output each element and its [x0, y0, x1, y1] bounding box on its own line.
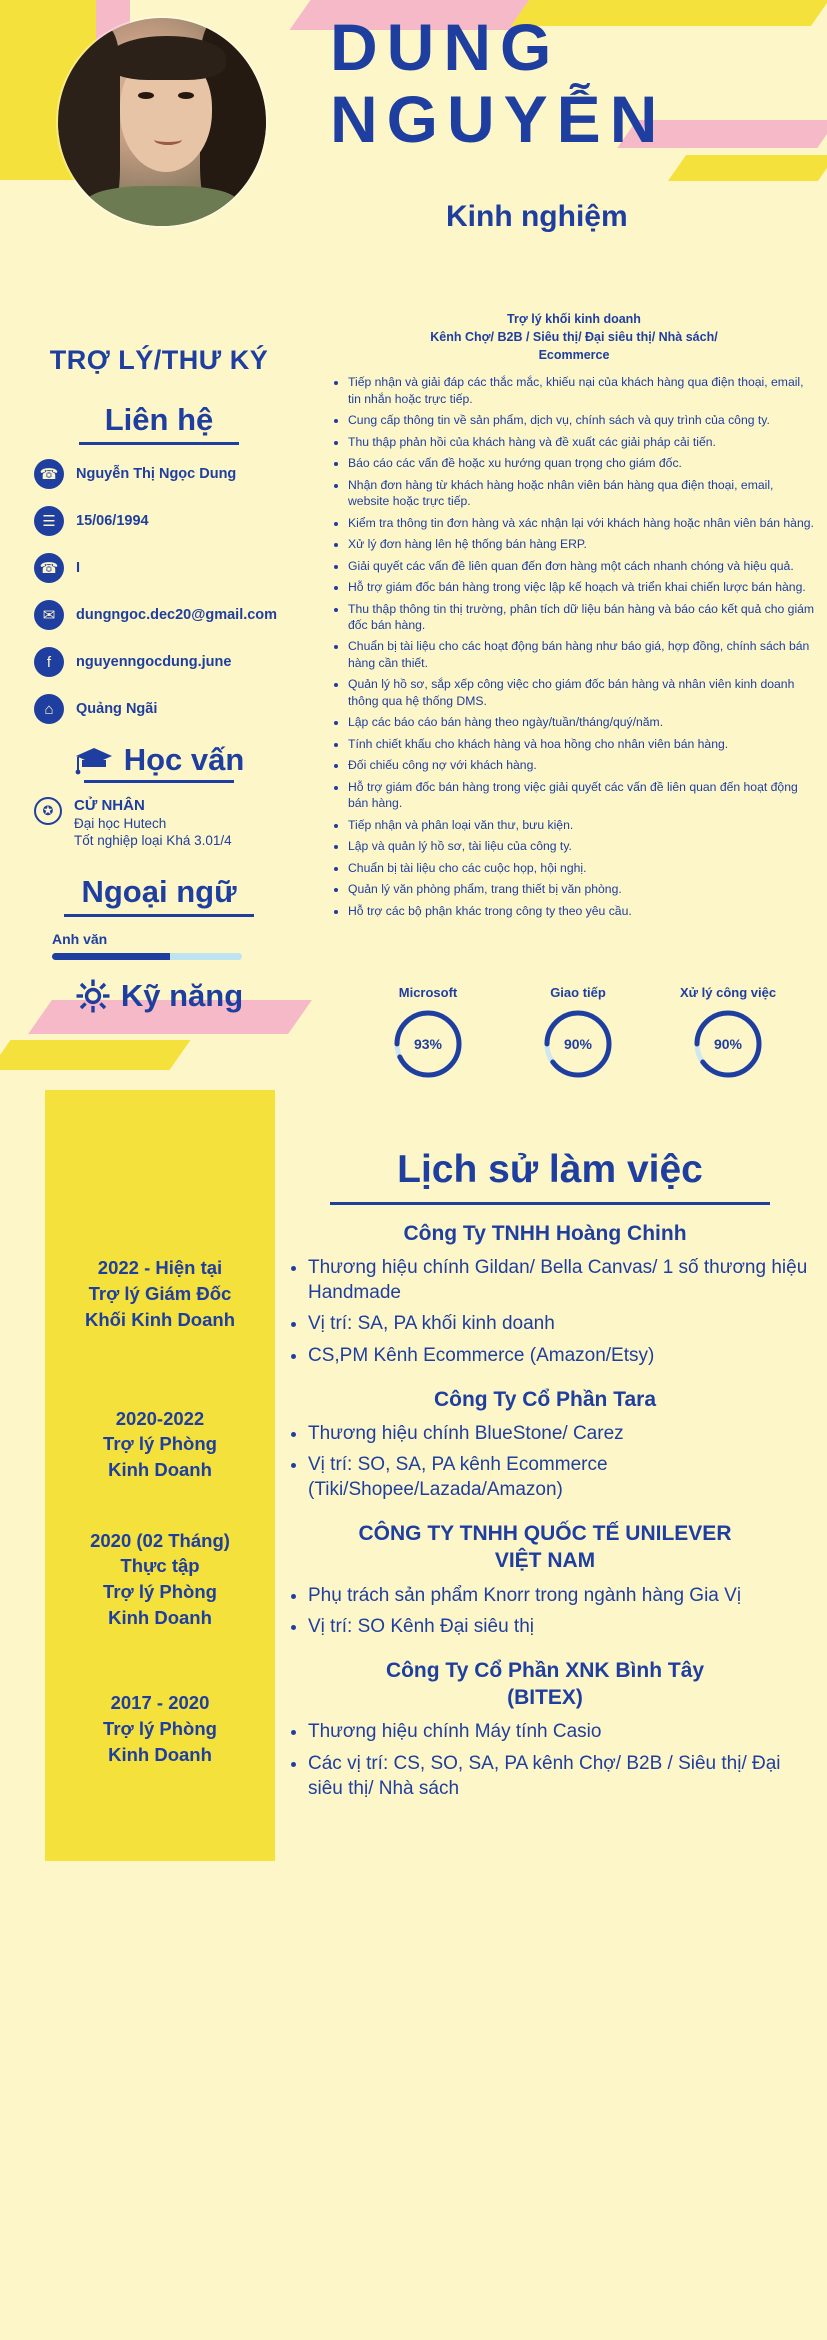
list-item: • Thương hiệu chính Gildan/ Bella Canvas/ 1 số thương hiệu Handmade	[308, 1255, 810, 1305]
language-rule	[64, 914, 254, 917]
company-line: CÔNG TY TNHH QUỐC TẾ UNILEVER	[358, 1522, 732, 1546]
gauge-label: Microsoft	[398, 985, 458, 1000]
list-item	[34, 694, 318, 724]
contact-value: I	[76, 560, 81, 576]
gauge-communication	[518, 985, 638, 1080]
contact-value[interactable]: dungngoc.dec20@gmail.com	[76, 607, 278, 623]
period-line: Trợ lý Phòng	[103, 1717, 217, 1739]
avatar	[58, 18, 266, 226]
work-history-period	[45, 1406, 275, 1484]
company-line: Công Ty Cổ Phần Tara	[433, 1387, 657, 1411]
education-rule	[84, 780, 234, 783]
list-item: • Lập và quản lý hồ sơ, tài liệu của công ty.	[348, 838, 818, 854]
list-item: • Vị trí: SA, PA khối kinh doanh	[308, 1311, 810, 1336]
work-history-company	[280, 1386, 810, 1413]
gauge-value: 93%	[413, 1036, 443, 1052]
cake-icon: ☰	[34, 506, 64, 536]
work-history-entry	[280, 1220, 810, 1368]
list-item: • Vị trí: SO, SA, PA kênh Ecommerce (Tiki/Shopee/Lazada/Amazon)	[308, 1452, 810, 1502]
company-line: VIỆT NAM	[494, 1549, 596, 1573]
contact-heading: Liên hệ	[104, 402, 214, 437]
education-school: Đại học Hutech	[74, 816, 167, 831]
skills-heading: Kỹ năng	[120, 978, 244, 1013]
period-line: Kinh Doanh	[108, 1459, 212, 1481]
contact-value: Nguyễn Thị Ngọc Dung	[76, 466, 237, 482]
gauge-label: Giao tiếp	[550, 985, 606, 1000]
list-item: • CS,PM Kênh Ecommerce (Amazon/Etsy)	[308, 1343, 810, 1368]
facebook-icon: f	[34, 647, 64, 677]
name-block	[330, 10, 817, 156]
list-item	[34, 553, 318, 583]
home-icon: ⌂	[34, 694, 64, 724]
list-item: • Quản lý hồ sơ, sắp xếp công việc cho giám đốc bán hàng và nhân viên kinh doanh thông qua hệ thống DMS.	[348, 676, 818, 709]
education-degree: CỬ NHÂN	[74, 797, 145, 814]
contact-list	[0, 459, 318, 724]
gauge-value: 90%	[563, 1036, 593, 1052]
education-heading: Học vấn	[123, 742, 245, 777]
work-history-company	[280, 1220, 810, 1247]
gauge-value: 90%	[713, 1036, 743, 1052]
list-item: • Quản lý văn phòng phẩm, trang thiết bị văn phòng.	[348, 881, 818, 897]
period-line: 2017 - 2020	[110, 1692, 210, 1713]
work-history-bullets	[280, 1719, 810, 1800]
list-item: • Thương hiệu chính BlueStone/ Carez	[308, 1421, 810, 1446]
left-sidebar	[0, 345, 318, 1014]
list-item: • Hỗ trợ giám đốc bán hàng trong việc lập kế hoạch và triển khai chiến lược bán hàng.	[348, 579, 818, 595]
gauge-task-handling	[668, 985, 788, 1080]
list-item[interactable]	[34, 600, 318, 630]
list-item: • Phụ trách sản phẩm Knorr trong ngành hàng Gia Vị	[308, 1583, 810, 1608]
role-title: TRỢ LÝ/THƯ KÝ	[49, 345, 269, 375]
work-history-rule	[330, 1202, 770, 1205]
period-line: 2022 - Hiện tại	[97, 1257, 223, 1278]
list-item: • Thu thập thông tin thị trường, phân tích dữ liệu bán hàng và báo cáo kết quả cho giám đốc bán hàng.	[348, 601, 818, 634]
experience-section	[330, 310, 818, 924]
period-line: 2020 (02 Tháng)	[90, 1529, 230, 1551]
company-line: Công Ty Cổ Phần XNK Bình Tây	[385, 1658, 705, 1682]
gauge-microsoft	[368, 985, 488, 1080]
list-item: • Giải quyết các vấn đề liên quan đến đơn hàng một cách nhanh chóng và hiệu quả.	[348, 558, 818, 574]
period-line: Trợ lý Giám Đốc	[88, 1282, 232, 1304]
decor-yellow-middle-stripe	[0, 1040, 191, 1070]
work-history-period	[45, 1690, 275, 1768]
gauge-ring	[542, 1008, 614, 1080]
language-heading: Ngoại ngữ	[81, 874, 237, 909]
work-history-heading: Lịch sử làm việc	[397, 1148, 703, 1191]
phone-icon: ☎	[34, 459, 64, 489]
list-item: • Thu thập phản hồi của khách hàng và đề xuất các giải pháp cải tiến.	[348, 434, 818, 450]
work-history-period	[45, 1528, 275, 1632]
list-item: • Xử lý đơn hàng lên hệ thống bán hàng ERP.	[348, 536, 818, 552]
list-item: • Tiếp nhận và giải đáp các thắc mắc, khiếu nại của khách hàng qua điện thoại, email, tin nhắn hoặc trực tiếp.	[348, 374, 818, 407]
work-history-bullets	[280, 1421, 810, 1502]
work-history-company	[280, 1657, 810, 1712]
list-item: • Đối chiếu công nợ với khách hàng.	[348, 757, 818, 773]
contact-value: 15/06/1994	[76, 513, 149, 529]
list-item: • Thương hiệu chính Máy tính Casio	[308, 1719, 810, 1744]
list-item: • Các vị trí: CS, SO, SA, PA kênh Chợ/ B2B / Siêu thị/ Đại siêu thị/ Nhà sách	[308, 1751, 810, 1801]
gear-icon	[75, 978, 111, 1014]
period-line: Trợ lý Phòng	[103, 1581, 217, 1603]
education-result: Tốt nghiệp loại Khá 3.01/4	[74, 833, 232, 848]
contact-value: Quảng Ngãi	[76, 701, 158, 717]
list-item: • Vị trí: SO Kênh Đại siêu thị	[308, 1614, 810, 1639]
work-history-entries	[280, 1220, 810, 1819]
resume-header	[0, 0, 827, 245]
education-heading-row	[0, 742, 318, 778]
experience-job-title	[330, 310, 818, 364]
first-name: DUNG	[330, 10, 561, 84]
gauge-ring	[392, 1008, 464, 1080]
list-item	[34, 459, 318, 489]
list-item: • Chuẩn bị tài liệu cho các cuộc họp, hội nghị.	[348, 860, 818, 876]
list-item: • Cung cấp thông tin về sản phẩm, dịch vụ, chính sách và quy trình của công ty.	[348, 412, 818, 428]
list-item: • Tính chiết khấu cho khách hàng và hoa hồng cho nhân viên bán hàng.	[348, 736, 818, 752]
period-line: Kinh Doanh	[108, 1743, 212, 1765]
work-history-entry	[280, 1657, 810, 1801]
period-line: Thực tập	[120, 1555, 200, 1577]
language-name: Anh văn	[52, 931, 108, 947]
list-item: • Chuẩn bị tài liệu cho các hoạt động bán hàng như báo giá, hợp đồng, chính sách bán hàng cần thiết.	[348, 638, 818, 671]
company-line: Công Ty TNHH Hoàng Chinh	[403, 1222, 687, 1245]
medal-icon: ✪	[34, 797, 62, 825]
period-line: Kinh Doanh	[108, 1607, 212, 1629]
graduation-cap-icon	[74, 745, 114, 775]
job-title-line: Ecommerce	[538, 348, 610, 363]
language-bar-fill	[52, 953, 170, 960]
list-item: • Kiểm tra thông tin đơn hàng và xác nhận lại với khách hàng hoặc nhân viên bán hàng.	[348, 515, 818, 531]
period-line: 2020-2022	[115, 1407, 205, 1429]
education-block	[0, 797, 318, 848]
gauge-ring	[692, 1008, 764, 1080]
job-title-line: Trợ lý khối kinh doanh	[507, 312, 641, 326]
period-line: Khối Kinh Doanh	[84, 1308, 236, 1330]
work-history-entry	[280, 1520, 810, 1639]
work-history-bullets	[280, 1255, 810, 1367]
work-history-entry	[280, 1386, 810, 1503]
list-item: • Hỗ trợ các bộ phận khác trong công ty theo yêu cầu.	[348, 903, 818, 919]
work-history-bullets	[280, 1583, 810, 1639]
language-block	[0, 931, 318, 960]
experience-bullet-list	[330, 374, 818, 919]
list-item: • Lập các báo cáo bán hàng theo ngày/tuần/tháng/quý/năm.	[348, 714, 818, 730]
phone-alt-icon: ☎	[34, 553, 64, 583]
list-item[interactable]	[34, 647, 318, 677]
work-history-period	[45, 1255, 275, 1333]
contact-rule	[79, 442, 239, 445]
skills-heading-row	[0, 978, 318, 1014]
envelope-icon: ✉	[34, 600, 64, 630]
contact-value[interactable]: nguyenngocdung.june	[76, 654, 232, 670]
last-name: NGUYỄN	[330, 82, 667, 156]
company-line: (BITEX)	[507, 1686, 583, 1710]
list-item: • Nhận đơn hàng từ khách hàng hoặc nhân viên bán hàng qua điện thoại, email, website hoặc trực tiếp.	[348, 477, 818, 510]
list-item: • Báo cáo các vấn đề hoặc xu hướng quan trọng cho giám đốc.	[348, 455, 818, 471]
list-item: • Tiếp nhận và phân loại văn thư, bưu kiện.	[348, 817, 818, 833]
gauge-label: Xử lý công việc	[679, 985, 777, 1000]
list-item: • Hỗ trợ giám đốc bán hàng trong việc giải quyết các vấn đề liên quan đến hoạt động bán hàng.	[348, 779, 818, 812]
language-bar	[52, 953, 242, 960]
job-title-line: Kênh Chợ/ B2B / Siêu thị/ Đại siêu thị/ Nhà sách/	[430, 330, 718, 345]
list-item	[34, 506, 318, 536]
skill-gauges	[368, 985, 788, 1080]
work-history-company	[280, 1520, 810, 1575]
period-line: Trợ lý Phòng	[103, 1433, 217, 1455]
experience-heading: Kinh nghiệm	[446, 200, 628, 233]
